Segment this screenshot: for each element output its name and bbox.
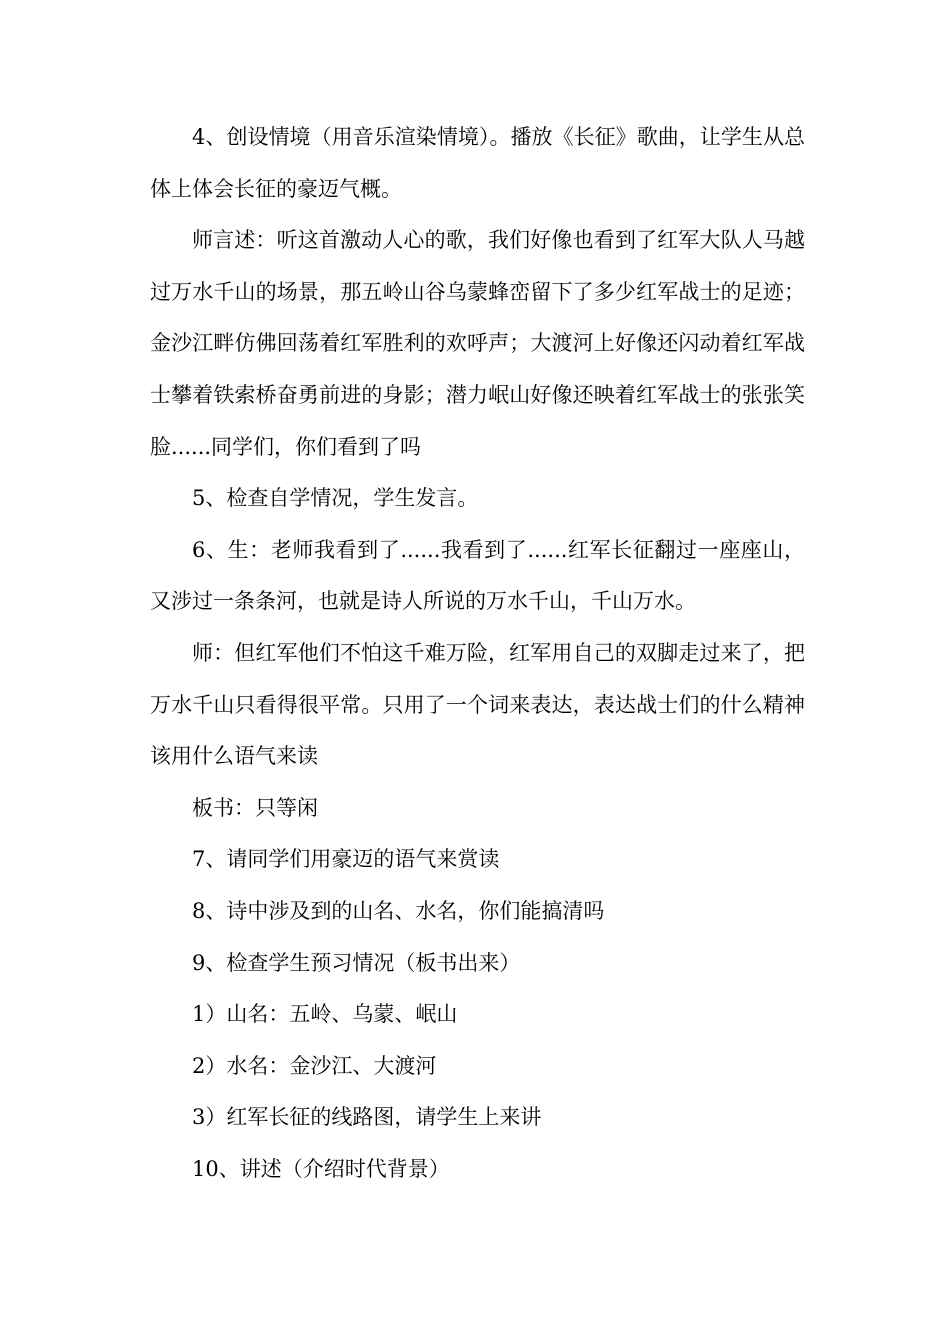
paragraph-step-4: 4、创设情境（用音乐渲染情境）。播放《长征》歌曲，让学生从总体上体会长征的豪迈气概。 (150, 125, 805, 201)
paragraph-step-5: 5、检查自学情况，学生发言。 (192, 486, 479, 511)
paragraph-river-names: 2）水名：金沙江、大渡河 (192, 1053, 437, 1078)
paragraph-board-writing: 板书：只等闲 (192, 795, 318, 820)
paragraph-step-8: 8、诗中涉及到的山名、水名，你们能搞清吗 (192, 898, 605, 923)
paragraph-step-10: 10、讲述（介绍时代背景） (192, 1156, 450, 1181)
paragraph-teacher-narration: 师言述：听这首激动人心的歌，我们好像也看到了红军大队人马越过万水千山的场景，那五岭山谷乌蒙蜂峦留下了多少红军战士的足迹；金沙江畔仿佛回荡着红军胜利的欢呼声；大渡河上好像还闪动着红军战士攀着铁索桥奋勇前进的身影；潜力岷山好像还映着红军战士的张张笑脸......同学们，你们看到了吗 (150, 228, 805, 459)
paragraph-step-7: 7、请同学们用豪迈的语气来赏读 (192, 847, 500, 872)
paragraph-step-9: 9、检查学生预习情况（板书出来） (192, 950, 521, 975)
paragraph-mountain-names: 1）山名：五岭、乌蒙、岷山 (192, 1002, 458, 1027)
document-body (150, 112, 805, 1195)
paragraph-route-map: 3）红军长征的线路图，请学生上来讲 (192, 1105, 542, 1130)
paragraph-teacher-question: 师：但红军他们不怕这千难万险，红军用自己的双脚走过来了，把万水千山只看得很平常。只用了一个词来表达，表达战士们的什么精神该用什么语气来读 (150, 640, 805, 769)
paragraph-step-6: 6、生：老师我看到了......我看到了......红军长征翻过一座座山，又涉过一条条河，也就是诗人所说的万水千山，千山万水。 (150, 537, 805, 614)
